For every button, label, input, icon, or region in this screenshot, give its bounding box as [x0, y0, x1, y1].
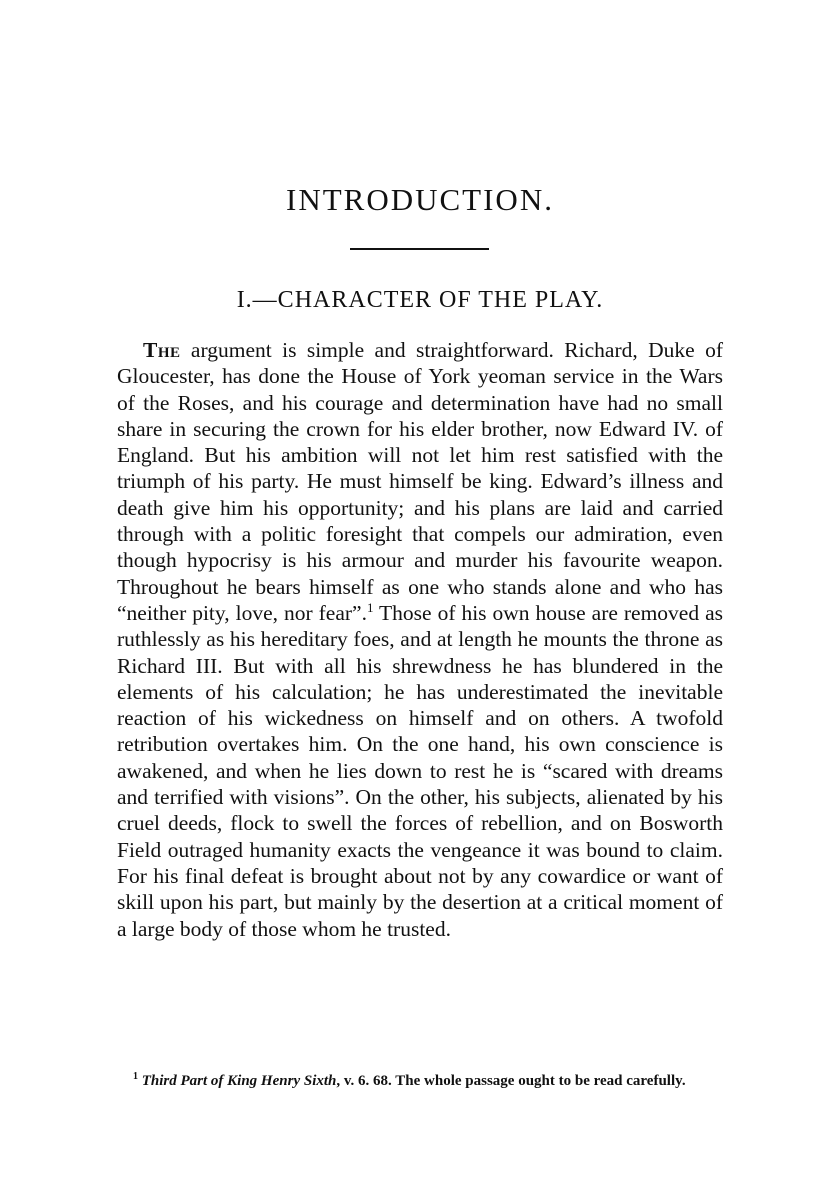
page-title: INTRODUCTION. [286, 182, 554, 217]
title-rule [350, 248, 489, 250]
section-heading: I.—CHARACTER OF THE PLAY. [236, 287, 604, 313]
footnote-reference: 1 [366, 599, 374, 615]
footnote-mark: 1 [133, 1071, 138, 1082]
body-text-part2: Those of his own house are removed as ruthlessly as his hereditary foes, and at length he mounts the throne as Richard III. But with all his shrewdness he has blundered in the elements of his calculation; he has underestimated the inevitable reaction of his wickedness on himself and on others. A twofold retribution overtakes him. On the one hand, his own conscience is awakened, and when he lies down to rest he is “scared with dreams and terrified with visions”. On the other, his subjects, alienated by his cruel deeds, flock to swell the forces of rebellion, and on Bosworth Field outraged humanity exacts the vengeance it was bound to claim. For his final defeat is brought about not by any cowardice or want of skill upon his part, but mainly by the desertion at a critical moment of a large body of those whom he trusted. [117, 600, 723, 941]
body-text-part1: argument is simple and straightforward. Richard, Duke of Gloucester, has done the House of York yeoman service in the Wars of the Roses, and his courage and determination have had no small share in securing the crown for his elder brother, now Edward IV. of England. But his ambition will not let him rest satisfied with the triumph of his party. He must himself be king. Edward’s illness and death give him his opportunity; and his plans are laid and carried through with a politic foresight that compels our admiration, even though hypocrisy is his armour and murder his favourite weapon. Throughout he bears himself as one who stands alone and who has “neither pity, love, nor fear”. [117, 338, 723, 625]
lead-word: The [143, 338, 181, 362]
footnote-text: , v. 6. 68. The whole passage ought to be read carefully. [336, 1073, 686, 1089]
body-paragraph [117, 337, 723, 942]
footnote-work-title: Third Part of King Henry Sixth [141, 1073, 337, 1089]
footnote [117, 1071, 723, 1091]
